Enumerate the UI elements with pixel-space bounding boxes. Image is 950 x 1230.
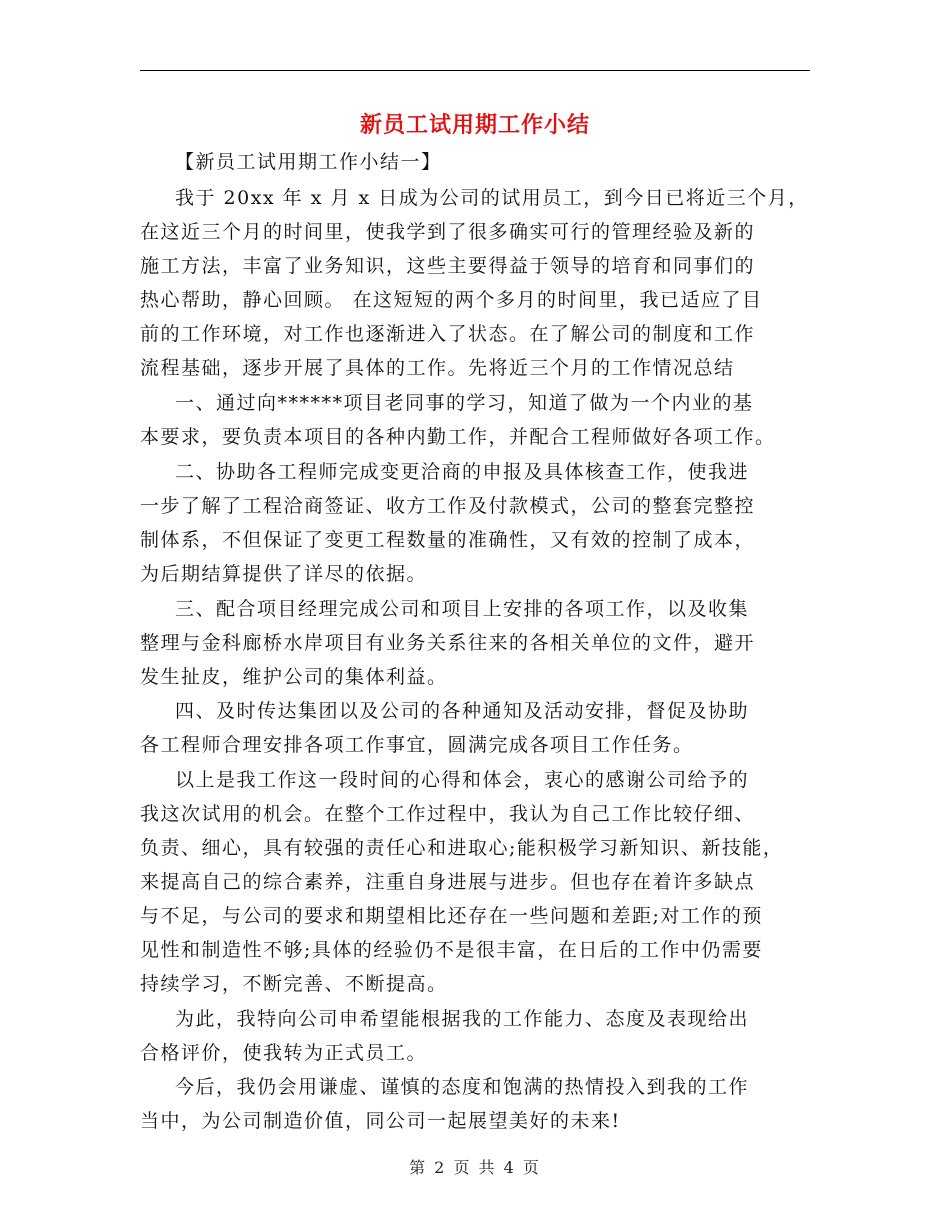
section-heading: 【新员工试用期工作小结一】: [175, 151, 442, 173]
body-line: 发生扯皮，维护公司的集体利益。: [140, 666, 448, 688]
body-line: 一、通过向******项目老同事的学习，知道了做为一个内业的基: [175, 392, 754, 414]
header-rule: [140, 70, 810, 71]
body-line: 合格评价，使我转为正式员工。: [140, 1042, 428, 1064]
body-line: 前的工作环境，对工作也逐渐进入了状态。在了解公司的制度和工作: [140, 323, 756, 345]
body-line: 施工方法，丰富了业务知识，这些主要得益于领导的培育和同事们的: [140, 255, 756, 277]
body-line: 流程基础，逐步开展了具体的工作。先将近三个月的工作情况总结: [140, 357, 735, 379]
body-line: 为此，我特向公司申希望能根据我的工作能力、态度及表现给出: [175, 1008, 750, 1030]
body-line: 今后，我仍会用谦虚、谨慎的态度和饱满的热情投入到我的工作: [175, 1076, 750, 1098]
body-line: 我这次试用的机会。在整个工作过程中，我认为自己工作比较仔细、: [140, 803, 756, 825]
body-line: 为后期结算提供了详尽的依据。: [140, 563, 428, 585]
body-line: 我于 20xx 年 x 月 x 日成为公司的试用员工，到今日已将近三个月，: [175, 187, 809, 209]
body-line: 三、配合项目经理完成公司和项目上安排的各项工作，以及收集: [175, 598, 750, 620]
body-line: 见性和制造性不够;具体的经验仍不是很丰富，在日后的工作中仍需要: [140, 939, 763, 961]
body-line: 当中，为公司制造价值，同公司一起展望美好的未来!: [140, 1110, 621, 1132]
body-line: 与不足，与公司的要求和期望相比还存在一些问题和差距;对工作的预: [140, 905, 763, 927]
body-line: 来提高自己的综合素养，注重自身进展与进步。但也存在着许多缺点: [140, 871, 756, 893]
body-line: 各工程师合理安排各项工作事宜，圆满完成各项目工作任务。: [140, 734, 694, 756]
body-line: 整理与金科廊桥水岸项目有业务关系往来的各相关单位的文件，避开: [140, 632, 756, 654]
body-line: 本要求，要负责本项目的各种内勤工作，并配合工程师做好各项工作。: [140, 426, 776, 448]
page-number: 第 2 页 共 4 页: [409, 1158, 541, 1177]
body-line: 四、及时传达集团以及公司的各种通知及活动安排，督促及协助: [175, 700, 750, 722]
body-line: 在这近三个月的时间里，使我学到了很多确实可行的管理经验及新的: [140, 221, 756, 243]
body-line: 持续学习，不断完善、不断提高。: [140, 973, 448, 995]
body-line: 负责、细心，具有较强的责任心和进取心;能积极学习新知识、新技能，: [140, 837, 784, 859]
body-line: 二、协助各工程师完成变更洽商的申报及具体核查工作，使我进: [175, 461, 750, 483]
body-line: 以上是我工作这一段时间的心得和体会，衷心的感谢公司给予的: [175, 769, 750, 791]
body-line: 一步了解了工程洽商签证、收方工作及付款模式，公司的整套完整控: [140, 495, 756, 517]
document-title: 新员工试用期工作小结: [359, 112, 590, 138]
body-line: 热心帮助，静心回顾。 在这短短的两个多月的时间里，我已适应了目: [140, 289, 763, 311]
body-line: 制体系，不但保证了变更工程数量的准确性，又有效的控制了成本，: [140, 529, 756, 551]
